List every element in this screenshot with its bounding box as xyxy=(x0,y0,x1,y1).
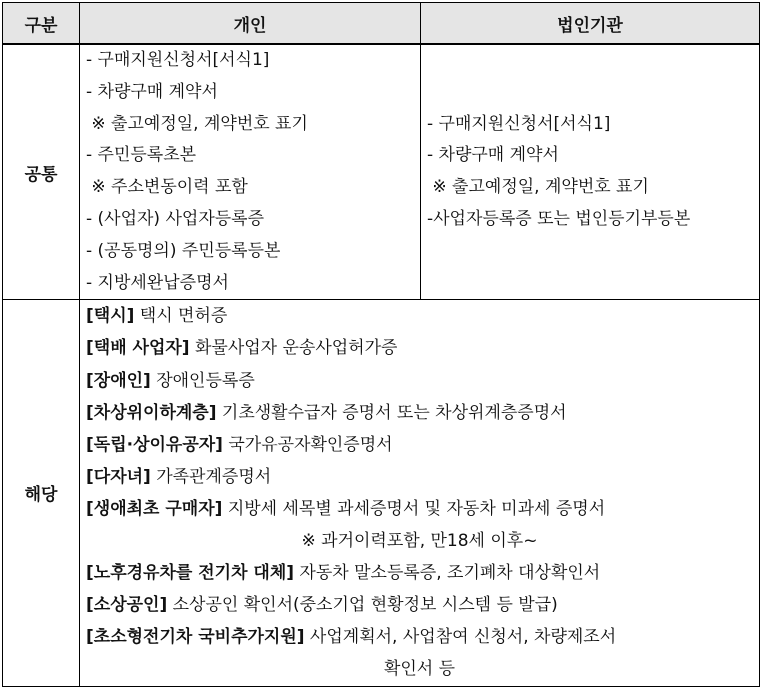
applicable-tag: [차상위이하계층] xyxy=(86,402,217,423)
applicable-text: 장애인등록증 xyxy=(150,370,255,391)
applicable-label: 해당 xyxy=(3,300,80,686)
applicable-row xyxy=(3,300,760,686)
applicable-text: 소상공인 확인서(중소기업 현황정보 시스템 등 발급) xyxy=(167,595,558,616)
required-documents-table xyxy=(2,2,760,687)
common-corporate-cell xyxy=(421,44,760,300)
applicable-text: 기초생활수급자 증명서 또는 차상위계층증명서 xyxy=(216,402,567,423)
common-individual-item: - (공동명의) 주민등록등본 xyxy=(86,240,281,261)
applicable-item xyxy=(86,300,753,332)
applicable-item xyxy=(86,397,753,429)
applicable-note xyxy=(86,653,753,685)
applicable-item xyxy=(86,493,753,525)
applicable-item xyxy=(86,332,753,364)
applicable-note xyxy=(86,525,753,557)
applicable-tag: [다자녀] xyxy=(86,466,151,487)
common-label: 공통 xyxy=(3,44,80,300)
common-individual-item: ※ 출고예정일, 계약번호 표기 xyxy=(86,113,308,134)
common-individual-item: - 주민등록초본 xyxy=(86,145,197,166)
common-individual-item: - 지방세완납증명서 xyxy=(86,272,229,293)
header-row xyxy=(3,3,760,45)
applicable-text: 사업계획서, 사업참여 신청서, 차량제조서 xyxy=(304,627,617,648)
applicable-item xyxy=(86,557,753,589)
applicable-tag: [소상공인] xyxy=(86,595,168,616)
applicable-tag: [장애인] xyxy=(86,370,151,391)
applicable-text: 가족관계증명서 xyxy=(150,466,272,487)
applicable-item xyxy=(86,365,753,397)
applicable-tag: [택시] xyxy=(86,306,135,327)
header-individual: 개인 xyxy=(80,3,421,45)
applicable-text: 자동차 말소등록증, 조기폐차 대상확인서 xyxy=(294,563,601,584)
common-corporate-item: - 구매지원신청서[서식1] xyxy=(427,113,611,134)
applicable-item xyxy=(86,461,753,493)
common-corporate-item: -사업자등록증 또는 법인등기부등본 xyxy=(427,208,691,229)
applicable-text: 국가유공자확인증명서 xyxy=(222,434,393,455)
common-individual-item: ※ 주소변동이력 포함 xyxy=(86,177,248,198)
applicable-tag: [노후경유차를 전기차 대체] xyxy=(86,563,295,584)
common-corporate-item: - 차량구매 계약서 xyxy=(427,145,559,166)
applicable-text: 택시 면허증 xyxy=(134,306,228,327)
applicable-text: 지방세 세목별 과세증명서 및 자동차 미과세 증명서 xyxy=(222,498,606,519)
applicable-tag: [초소형전기차 국비추가지원] xyxy=(86,627,305,648)
applicable-item xyxy=(86,429,753,461)
header-category: 구분 xyxy=(3,3,80,45)
applicable-cell xyxy=(80,300,760,686)
applicable-text: ※ 과거이력포함, 만18세 이후~ xyxy=(301,531,538,552)
applicable-tag: [생애최초 구매자] xyxy=(86,498,223,519)
common-individual-cell xyxy=(80,44,421,300)
common-individual-item: - (사업자) 사업자등록증 xyxy=(86,208,265,229)
applicable-tag: [독립·상이유공자] xyxy=(86,434,223,455)
applicable-tag: [택배 사업자] xyxy=(86,338,190,359)
applicable-item xyxy=(86,589,753,621)
header-corporate: 법인기관 xyxy=(421,3,760,45)
common-individual-item: - 차량구매 계약서 xyxy=(86,81,218,102)
common-individual-item: - 구매지원신청서[서식1] xyxy=(86,50,270,70)
applicable-item xyxy=(86,621,753,653)
applicable-text: 화물사업자 운송사업허가증 xyxy=(189,338,398,359)
common-corporate-item: ※ 출고예정일, 계약번호 표기 xyxy=(427,177,649,198)
applicable-text: 확인서 등 xyxy=(383,659,456,680)
common-row xyxy=(3,44,760,300)
